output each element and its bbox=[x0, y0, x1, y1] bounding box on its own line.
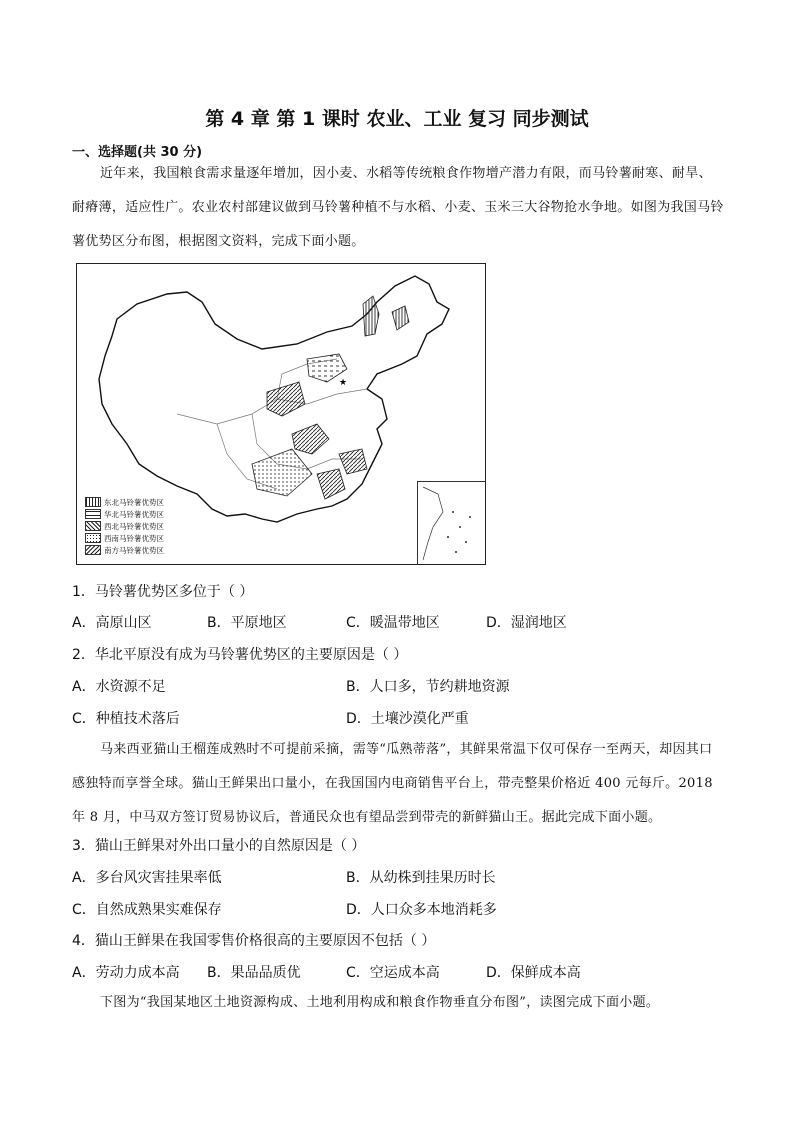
q1-option-b[interactable]: B．平原地区 bbox=[207, 615, 287, 631]
question-3: 3．猫山王鲜果对外出口量小的自然原因是（ ） bbox=[72, 838, 366, 854]
q1-option-a[interactable]: A．高原山区 bbox=[72, 615, 152, 631]
q2-option-b[interactable]: B．人口多，节约耕地资源 bbox=[346, 679, 510, 695]
legend-item-south: 南方马铃薯优势区 bbox=[85, 544, 164, 556]
q4-option-b[interactable]: B．果品品质优 bbox=[207, 965, 301, 981]
capital-star-icon: ★ bbox=[339, 378, 348, 388]
q3-option-c[interactable]: C．自然成熟果实难保存 bbox=[72, 902, 222, 918]
q2-option-d[interactable]: D．土壤沙漠化严重 bbox=[346, 711, 469, 727]
page-title: 第 4 章 第 1 课时 农业、工业 复习 同步测试 bbox=[205, 108, 589, 130]
q4-option-a[interactable]: A．劳动力成本高 bbox=[72, 965, 180, 981]
question-2: 2．华北平原没有成为马铃薯优势区的主要原因是（ ） bbox=[72, 647, 408, 663]
q3-option-d[interactable]: D．人口众多本地消耗多 bbox=[346, 902, 497, 918]
q1-option-d[interactable]: D．湿润地区 bbox=[486, 615, 567, 631]
q2-option-a[interactable]: A．水资源不足 bbox=[72, 679, 166, 695]
q4-option-c[interactable]: C．空运成本高 bbox=[346, 965, 440, 981]
q1-option-c[interactable]: C．暖温带地区 bbox=[346, 615, 440, 631]
intro-paragraph-2: 马来西亚猫山王榴莲成熟时不可提前采摘，需等“瓜熟蒂落”，其鲜果常温下仅可保存一至两天，却因其口感独特而享誉全球。猫山王鲜果出口量小，在我国国内电商销售平台上，带壳整果价格近 400 元每斤。2018 年 8 月，中马双方签订贸易协议后，普通民众也有望品尝到带壳的新鲜猫山王。据此完成下面小题。 bbox=[72, 742, 713, 825]
section-heading: 一、选择题(共 30 分) bbox=[72, 145, 203, 160]
map-legend bbox=[85, 496, 164, 556]
question-1: 1．马铃薯优势区多位于（ ） bbox=[72, 584, 254, 600]
legend-item-north: 华北马铃薯优势区 bbox=[85, 508, 164, 520]
legend-item-northwest: 西北马铃薯优势区 bbox=[85, 520, 164, 532]
legend-item-northeast: 东北马铃薯优势区 bbox=[85, 496, 164, 508]
intro-paragraph-1: 近年来，我国粮食需求量逐年增加，因小麦、水稻等传统粮食作物增产潜力有限，而马铃薯耐寒、耐旱、耐瘠薄，适应性广。农业农村部建议做到马铃薯种植不与水稻、小麦、玉米三大谷物抢水争地。如图为我国马铃薯优势区分布图，根据图文资料，完成下面小题。 bbox=[72, 166, 724, 249]
question-4: 4．猫山王鲜果在我国零售价格很高的主要原因不包括（ ） bbox=[72, 933, 436, 949]
q3-option-b[interactable]: B．从幼株到挂果历时长 bbox=[346, 870, 496, 886]
q4-option-d[interactable]: D．保鲜成本高 bbox=[486, 965, 581, 981]
legend-item-southwest: 西南马铃薯优势区 bbox=[85, 532, 164, 544]
potato-region-map bbox=[76, 263, 486, 565]
q2-option-c[interactable]: C．种植技术落后 bbox=[72, 711, 180, 727]
q3-option-a[interactable]: A．多台风灾害挂果率低 bbox=[72, 870, 222, 886]
intro-paragraph-3: 下图为“我国某地区土地资源构成、土地利用构成和粮食作物垂直分布图”，读图完成下面小题。 bbox=[100, 995, 660, 1010]
south-sea-inset bbox=[417, 481, 485, 564]
